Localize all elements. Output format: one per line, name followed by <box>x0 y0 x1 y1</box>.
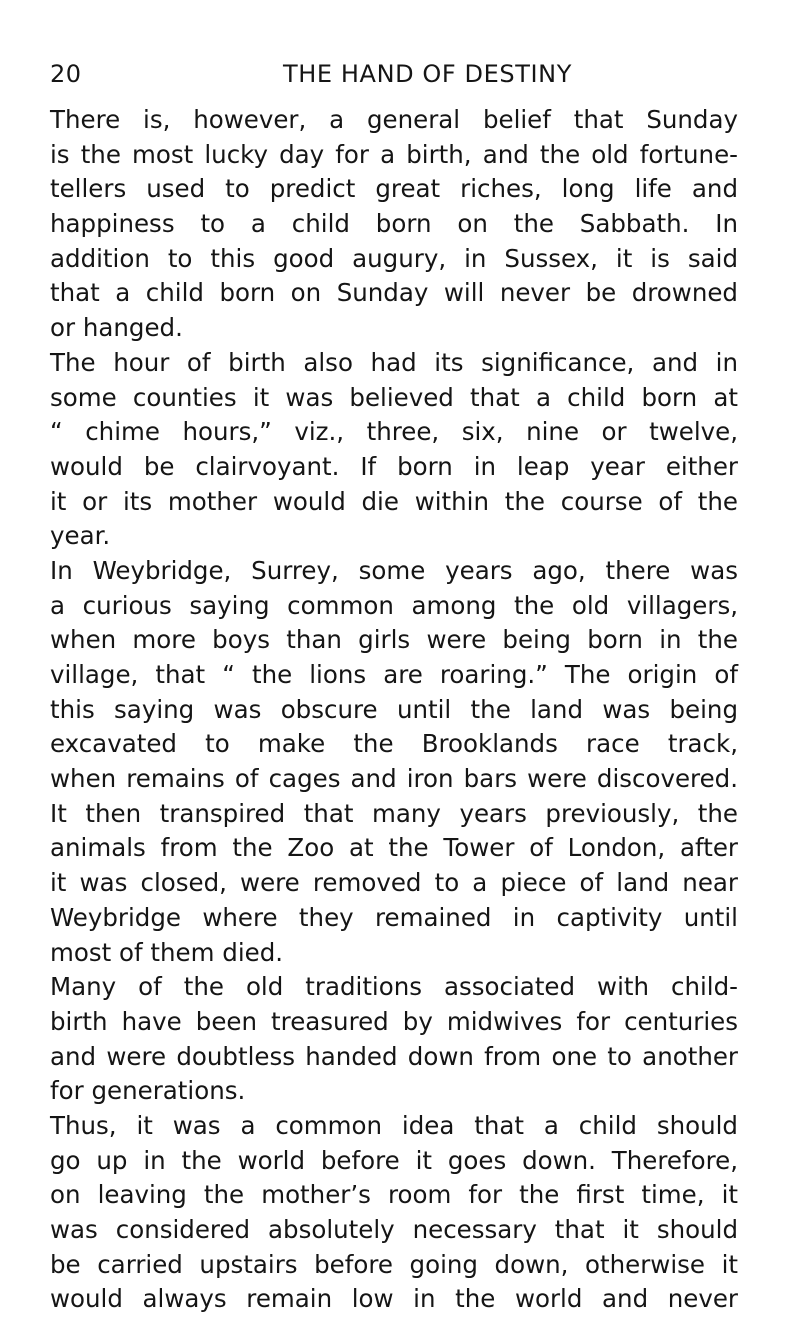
text-line: for generations. <box>50 1076 246 1106</box>
text-line: or hanged. <box>50 313 183 343</box>
text-line: some counties it was believed that a child born at <box>50 382 738 412</box>
text-line: on leaving the mother’s room for the first time, it <box>50 1180 738 1210</box>
text-line: was considered absolutely necessary that it should <box>50 1215 738 1244</box>
text-line: when remains of cages and iron bars were discovered. <box>50 764 738 794</box>
text-line: go up in the world before it goes down. Therefore, <box>50 1145 738 1175</box>
text-line: would always remain low in the world and never <box>50 1284 738 1314</box>
text-line: year. <box>50 521 111 551</box>
text-line: is the most lucky day for a birth, and the old fortune- <box>50 139 738 169</box>
text-line: tellers used to predict great riches, long life and <box>50 174 738 204</box>
text-line: In Weybridge, Surrey, some years ago, there was <box>50 555 738 585</box>
text-line: most of them died. <box>50 937 284 967</box>
text-line: animals from the Zoo at the Tower of London, after <box>50 833 738 863</box>
text-line: The hour of birth also had its significance, and in <box>50 347 738 377</box>
body-text <box>50 103 738 1317</box>
text-line: There is, however, a general belief that Sunday <box>50 105 738 134</box>
text-line: birth have been treasured by midwives for centuries <box>50 1006 738 1036</box>
text-line: that a child born on Sunday will never be drowned <box>50 278 738 308</box>
text-line: a curious saying common among the old villagers, <box>50 590 738 620</box>
page-number: 20 <box>50 60 82 88</box>
text-line: It then transpired that many years previously, the <box>50 798 738 828</box>
text-line: when more boys than girls were being born in the <box>50 625 738 655</box>
text-line: Weybridge where they remained in captivity until <box>50 902 738 932</box>
text-line: it was closed, were removed to a piece of land near <box>50 868 738 898</box>
running-head: THE HAND OF DESTINY <box>283 60 572 88</box>
text-line: this saying was obscure until the land was being <box>50 694 738 724</box>
text-line: happiness to a child born on the Sabbath. In <box>50 209 738 239</box>
text-line: and were doubtless handed down from one to another <box>50 1041 738 1071</box>
text-line: be carried upstairs before going down, otherwise it <box>50 1249 738 1279</box>
page-header <box>50 60 750 96</box>
text-line: addition to this good augury, in Sussex, it is said <box>50 243 738 273</box>
text-line: village, that “ the lions are roaring.” The origin of <box>50 660 738 689</box>
text-line: it or its mother would die within the course of the <box>50 486 738 516</box>
text-line: excavated to make the Brooklands race track, <box>50 729 738 759</box>
text-line: Thus, it was a common idea that a child should <box>50 1110 738 1140</box>
text-line: would be clairvoyant. If born in leap year either <box>50 451 738 481</box>
text-line: “ chime hours,” viz., three, six, nine or twelve, <box>50 417 738 447</box>
text-line: Many of the old traditions associated with child- <box>50 972 738 1002</box>
